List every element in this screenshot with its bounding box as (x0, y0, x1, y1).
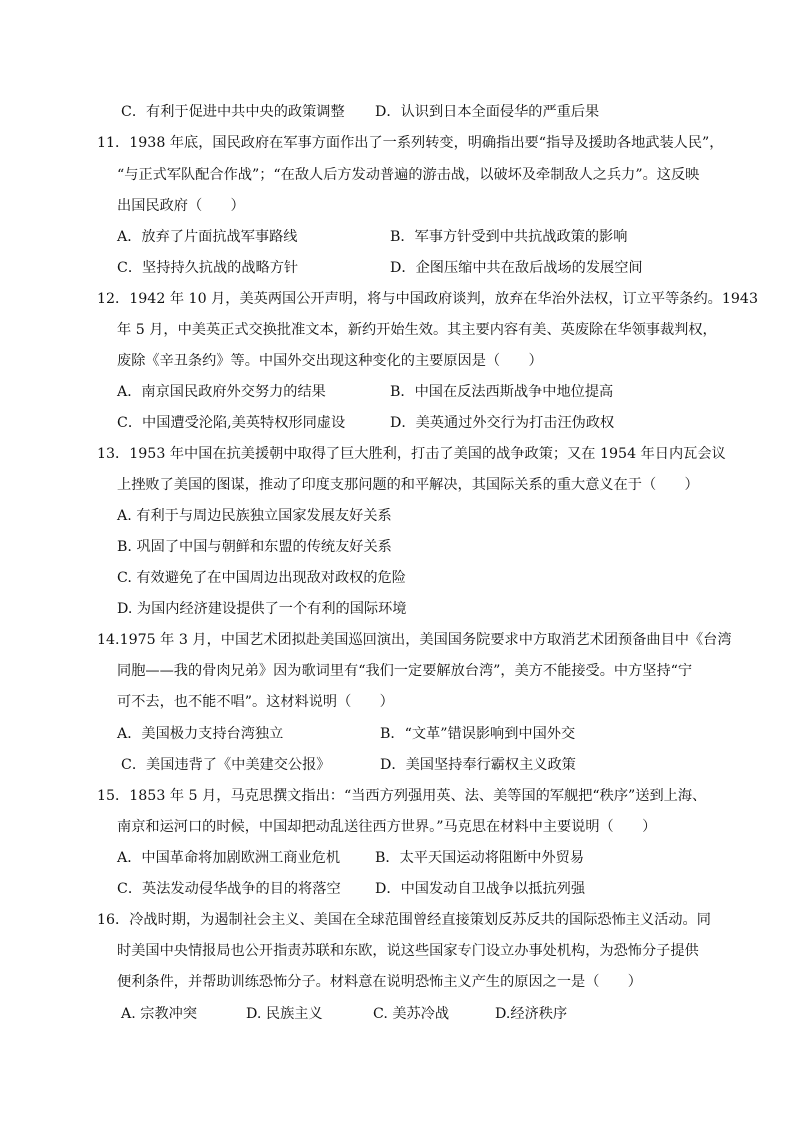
q15-option-c[interactable]: C．英法发动侵华战争的目的将落空 (117, 881, 341, 897)
q13-stem-line: 上挫败了美国的图谋，推动了印度支那问题的和平解决，其国际关系的重大意义在于（ ） (117, 477, 699, 493)
q12-stem-line: 年 5 月，中美英正式交换批准文本，新约开始生效。其主要内容有美、英废除在华领事裁判权， (117, 322, 717, 338)
q14-option-b[interactable]: B．“文革”错误影响到中国外交 (380, 726, 576, 742)
q14-stem-line: 可不去，也不能不唱”。这材料说明（ ） (117, 694, 394, 710)
q16-option-a[interactable]: A. 宗教冲突 (121, 1006, 198, 1022)
q12-stem-line: 废除《辛丑条约》等。中国外交出现这种变化的主要原因是（ ） (117, 353, 543, 369)
q14-stem-line: 14.1975 年 3 月，中国艺术团拟赴美国巡回演出，美国国务院要求中方取消艺术团预备曲目中《台湾 (97, 632, 732, 648)
q16-stem-line: 便利条件，并帮助训练恐怖分子。材料意在说明恐怖主义产生的原因之一是（ ） (117, 974, 642, 990)
q16-stem-line: 时美国中央情报局也公开指责苏联和东欧，说这些国家专门设立办事处机构，为恐怖分子提供 (117, 943, 699, 959)
q16-stem-line: 16．冷战时期，为遏制社会主义、美国在全球范围曾经直接策划反苏反共的国际恐怖主义活动。同 (97, 912, 711, 928)
q11-option-c[interactable]: C．坚持持久抗战的战略方针 (117, 260, 299, 276)
q14-option-a[interactable]: A．美国极力支持台湾独立 (117, 726, 284, 742)
q16-option-d-first[interactable]: D. 民族主义 (246, 1006, 323, 1022)
q13-option-c[interactable]: C. 有效避免了在中国周边出现敌对政权的危险 (117, 570, 406, 586)
q14-option-c[interactable]: C．美国违背了《中美建交公报》 (121, 757, 331, 773)
q15-option-d[interactable]: D．中国发动自卫战争以抵抗列强 (375, 881, 586, 897)
q15-stem-line: 15．1853 年 5 月，马克思撰文指出：“当西方列强用英、法、美等国的军舰把“秩序”送到上海、 (97, 788, 707, 804)
q15-option-a[interactable]: A．中国革命将加剧欧洲工商业危机 (117, 850, 341, 866)
q14-stem-line: 同胞——我的骨肉兄弟》因为歌词里有“我们一定要解放台湾”，美方不能接受。中方坚持“宁 (117, 663, 693, 679)
q16-option-c[interactable]: C. 美苏冷战 (373, 1006, 450, 1022)
q12-option-c[interactable]: C．中国遭受沦陷,美英特权形同虚设 (117, 415, 346, 431)
q11-stem-line: 出国民政府（ ） (117, 198, 245, 214)
q12-option-d[interactable]: D．美英通过外交行为打击汪伪政权 (390, 415, 615, 431)
q11-option-a[interactable]: A．放弃了片面抗战军事路线 (117, 229, 298, 245)
q12-option-a[interactable]: A．南京国民政府外交努力的结果 (117, 384, 326, 400)
q11-stem-line: “与正式军队配合作战”；“在敌人后方发动普遍的游击战，以破坏及牵制敌人之兵力”。这反映 (117, 167, 700, 183)
q11-option-d[interactable]: D．企图压缩中共在敌后战场的发展空间 (390, 260, 643, 276)
q13-option-a[interactable]: A. 有利于与周边民族独立国家发展友好关系 (117, 508, 392, 524)
q15-option-b[interactable]: B．太平天国运动将阻断中外贸易 (375, 850, 585, 866)
q10-option-c[interactable]: C．有利于促进中共中央的政策调整 (121, 104, 345, 120)
q12-stem-line: 12．1942 年 10 月，美英两国公开声明，将与中国政府谈判，放弃在华治外法权，订立平等条约。1943 (97, 291, 758, 307)
q13-stem-line: 13．1953 年中国在抗美援朝中取得了巨大胜利，打击了美国的战争政策；又在 1954 年日内瓦会议 (97, 446, 726, 462)
q14-option-d[interactable]: D．美国坚持奉行霸权主义政策 (380, 757, 576, 773)
q13-option-d[interactable]: D. 为国内经济建设提供了一个有利的国际环境 (117, 601, 407, 617)
q13-option-b[interactable]: B. 巩固了中国与朝鲜和东盟的传统友好关系 (117, 539, 392, 555)
q10-option-d[interactable]: D．认识到日本全面侵华的严重后果 (375, 104, 600, 120)
q12-option-b[interactable]: B．中国在反法西斯战争中地位提高 (390, 384, 614, 400)
q16-option-d[interactable]: D.经济秩序 (495, 1006, 568, 1022)
q11-stem-line: 11．1938 年底，国民政府在军事方面作出了一系列转变，明确指出要“指导及援助各地武装人民”， (97, 135, 724, 151)
q15-stem-line: 南京和运河口的时候，中国却把动乱送往西方世界。”马克思在材料中主要说明（ ） (117, 819, 657, 835)
q11-option-b[interactable]: B．军事方针受到中共抗战政策的影响 (390, 229, 628, 245)
